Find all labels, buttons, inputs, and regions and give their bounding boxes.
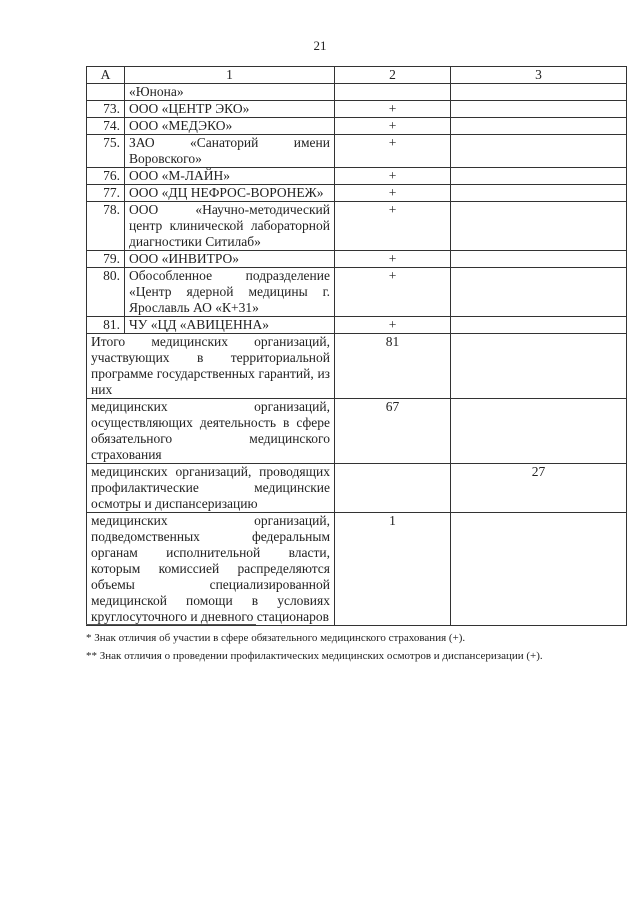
mark-col-3: [451, 202, 627, 251]
row-number: 76.: [87, 168, 125, 185]
header-col-2: 2: [335, 67, 451, 84]
mark-col-2: +: [335, 168, 451, 185]
org-name: ООО «ДЦ НЕФРОС-ВОРОНЕЖ»: [125, 185, 335, 202]
mark-col-3: [451, 268, 627, 317]
org-name: ООО «МЕДЭКО»: [125, 118, 335, 135]
row-number: 78.: [87, 202, 125, 251]
org-name: ЗАО «Санаторий имени Воровского»: [125, 135, 335, 168]
table-row: [87, 101, 627, 118]
row-number: 74.: [87, 118, 125, 135]
organizations-table: [86, 66, 627, 626]
row-number: 79.: [87, 251, 125, 268]
org-name: Обособленное подразделение «Центр ядерной медицины г. Ярославль АО «К+31»: [125, 268, 335, 317]
summary-label: Итого медицинских организаций, участвующих в территориальной программе государственных гарантий, из них: [87, 334, 335, 399]
table-row: [87, 118, 627, 135]
summary-row: [87, 464, 627, 513]
mark-col-2: +: [335, 118, 451, 135]
mark-col-3: [451, 251, 627, 268]
summary-col-3: 27: [451, 464, 627, 513]
mark-col-2: +: [335, 251, 451, 268]
mark-col-3: [451, 101, 627, 118]
table-row: [87, 135, 627, 168]
summary-col-2: 1: [335, 513, 451, 626]
row-number: 75.: [87, 135, 125, 168]
org-name: «Юнона»: [125, 84, 335, 101]
org-name: ЧУ «ЦД «АВИЦЕННА»: [125, 317, 335, 334]
row-number: 77.: [87, 185, 125, 202]
org-name: ООО «ЦЕНТР ЭКО»: [125, 101, 335, 118]
mark-col-3: [451, 185, 627, 202]
mark-col-2: +: [335, 268, 451, 317]
header-row: [87, 67, 627, 84]
table-row: [87, 168, 627, 185]
summary-row: [87, 334, 627, 399]
org-name: ООО «Научно-методический центр клинической лабораторной диагностики Ситилаб»: [125, 202, 335, 251]
summary-label: медицинских организаций, подведомственных федеральным органам исполнительной власти, которым комиссией распределяются объемы специализированной медицинской помощи в условиях круглосуточного и дневного стационаров: [87, 513, 335, 626]
page-number: 21: [313, 38, 327, 53]
mark-col-2: +: [335, 185, 451, 202]
summary-col-2: 81: [335, 334, 451, 399]
mark-col-3: [451, 118, 627, 135]
mark-col-3: [451, 135, 627, 168]
mark-col-2: +: [335, 135, 451, 168]
footnotes: [86, 624, 621, 667]
continued-row: [87, 84, 627, 101]
table-row: [87, 202, 627, 251]
org-name: ООО «М-ЛАЙН»: [125, 168, 335, 185]
mark-col-3: [451, 317, 627, 334]
summary-row: [87, 399, 627, 464]
footnote-divider: [86, 624, 256, 625]
mark-col-2: +: [335, 317, 451, 334]
table-row: [87, 317, 627, 334]
row-number: 73.: [87, 101, 125, 118]
footnote-oms: * Знак отличия об участии в сфере обязательного медицинского страхования (+).: [86, 632, 466, 644]
org-name: ООО «ИНВИТРО»: [125, 251, 335, 268]
summary-col-3: [451, 513, 627, 626]
summary-row: [87, 513, 627, 626]
summary-label: медицинских организаций, проводящих профилактические медицинские осмотры и диспансеризацию: [87, 464, 335, 513]
header-col-a: А: [87, 67, 125, 84]
table-row: [87, 268, 627, 317]
summary-col-2: 67: [335, 399, 451, 464]
row-number: 81.: [87, 317, 125, 334]
mark-col-2: +: [335, 101, 451, 118]
mark-col-2: +: [335, 202, 451, 251]
table-row: [87, 185, 627, 202]
row-number: 80.: [87, 268, 125, 317]
header-col-3: 3: [451, 67, 627, 84]
summary-label: медицинских организаций, осуществляющих деятельность в сфере обязательного медицинского страхования: [87, 399, 335, 464]
summary-col-2: [335, 464, 451, 513]
summary-col-3: [451, 399, 627, 464]
table-row: [87, 251, 627, 268]
mark-col-3: [451, 168, 627, 185]
footnote-screening: ** Знак отличия о проведении профилактических медицинских осмотров и диспансеризации (+).: [86, 650, 543, 662]
summary-col-3: [451, 334, 627, 399]
header-col-1: 1: [125, 67, 335, 84]
